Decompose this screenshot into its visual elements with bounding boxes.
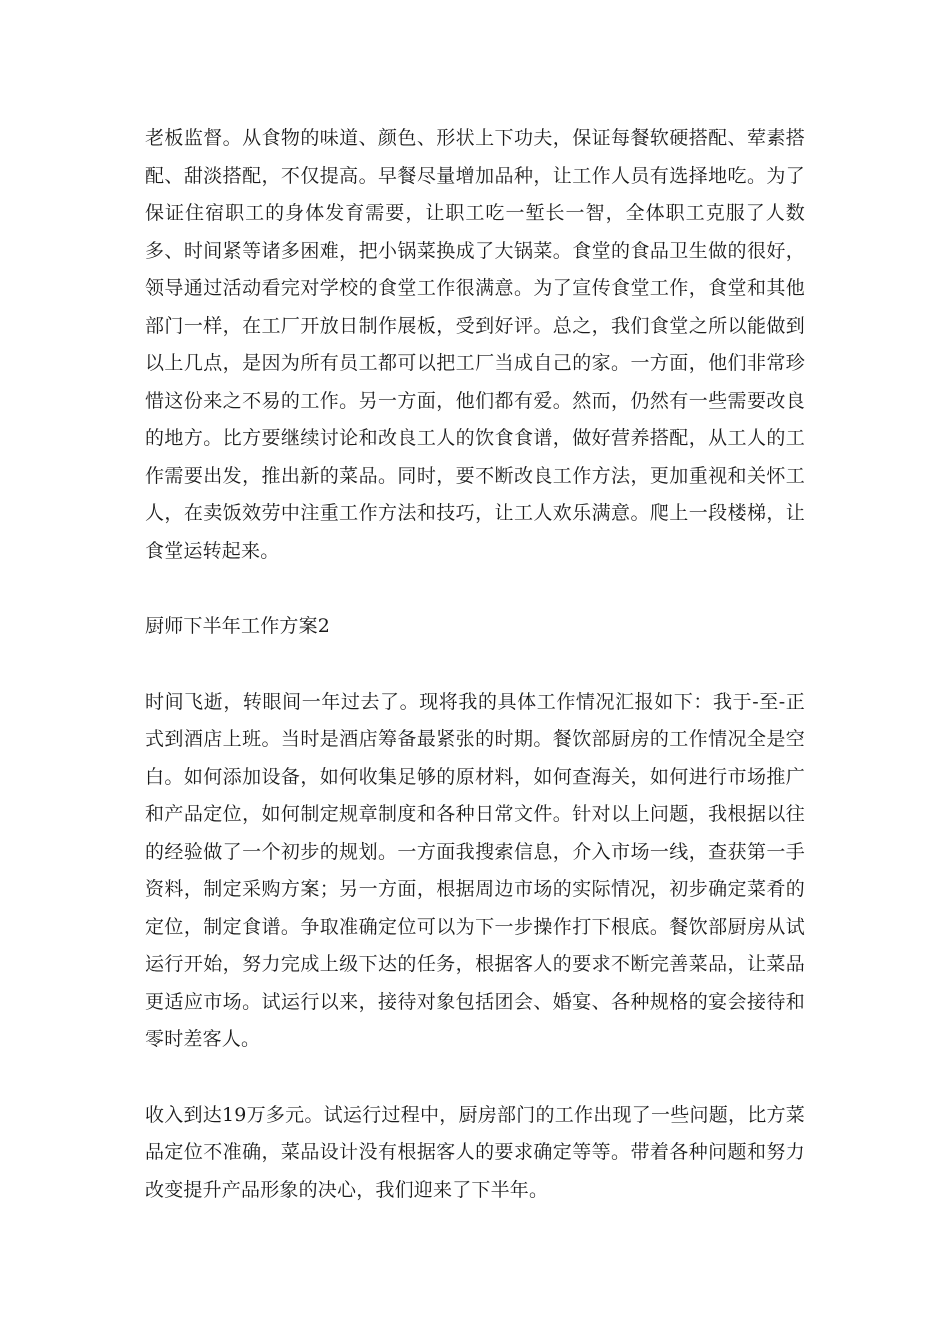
paragraph-1: 老板监督。从食物的味道、颜色、形状上下功夫，保证每餐软硬搭配、荤素搭配、甜淡搭配，不仅提高。早餐尽量增加品种，让工作人员有选择地吃。为了保证住宿职工的身体发育需要，让职工吃一堑长一智，全体职工克服了人数多、时间紧等诸多困难，把小锅菜换成了大锅菜。食堂的食品卫生做的很好，领导通过活动看完对学校的食堂工作很满意。为了宣传食堂工作，食堂和其他部门一样，在工厂开放日制作展板，受到好评。总之，我们食堂之所以能做到以上几点，是因为所有员工都可以把工厂当成自己的家。一方面，他们非常珍惜这份来之不易的工作。另一方面，他们都有爱。然而，仍然有一些需要改良的地方。比方要继续讨论和改良工人的饮食食谱，做好营养搭配，从工人的工作需要出发，推出新的菜品。同时，要不断改良工作方法，更加重视和关怀工人，在卖饭效劳中注重工作方法和技巧，让工人欢乐满意。爬上一段楼梯，让食堂运转起来。 (145, 127, 805, 562)
paragraph-2: 时间飞逝，转眼间一年过去了。现将我的具体工作情况汇报如下：我于-至-正式到酒店上班。当时是酒店筹备最紧张的时期。餐饮部厨房的工作情况全是空白。如何添加设备，如何收集足够的原材料，如何查海关，如何进行市场推广和产品定位，如何制定规章制度和各种日常文件。针对以上问题，我根据以往的经验做了一个初步的规划。一方面我搜索信息，介入市场一线，查获第一手资料，制定采购方案；另一方面，根据周边市场的实际情况，初步确定菜肴的定位，制定食谱。争取准确定位可以为下一步操作打下根底。餐饮部厨房从试运行开始，努力完成上级下达的任务，根据客人的要求不断完善菜品，让菜品更适应市场。试运行以来，接待对象包括团会、婚宴、各种规格的宴会接待和零时差客人。 (145, 690, 805, 1050)
paragraph-3: 收入到达19万多元。试运行过程中，厨房部门的工作出现了一些问题，比方菜品定位不准确，菜品设计没有根据客人的要求确定等等。带着各种问题和努力改变提升产品形象的决心，我们迎来了下半年。 (145, 1103, 805, 1201)
section-heading: 厨师下半年工作方案2 (145, 615, 331, 637)
document-body (145, 120, 805, 1209)
